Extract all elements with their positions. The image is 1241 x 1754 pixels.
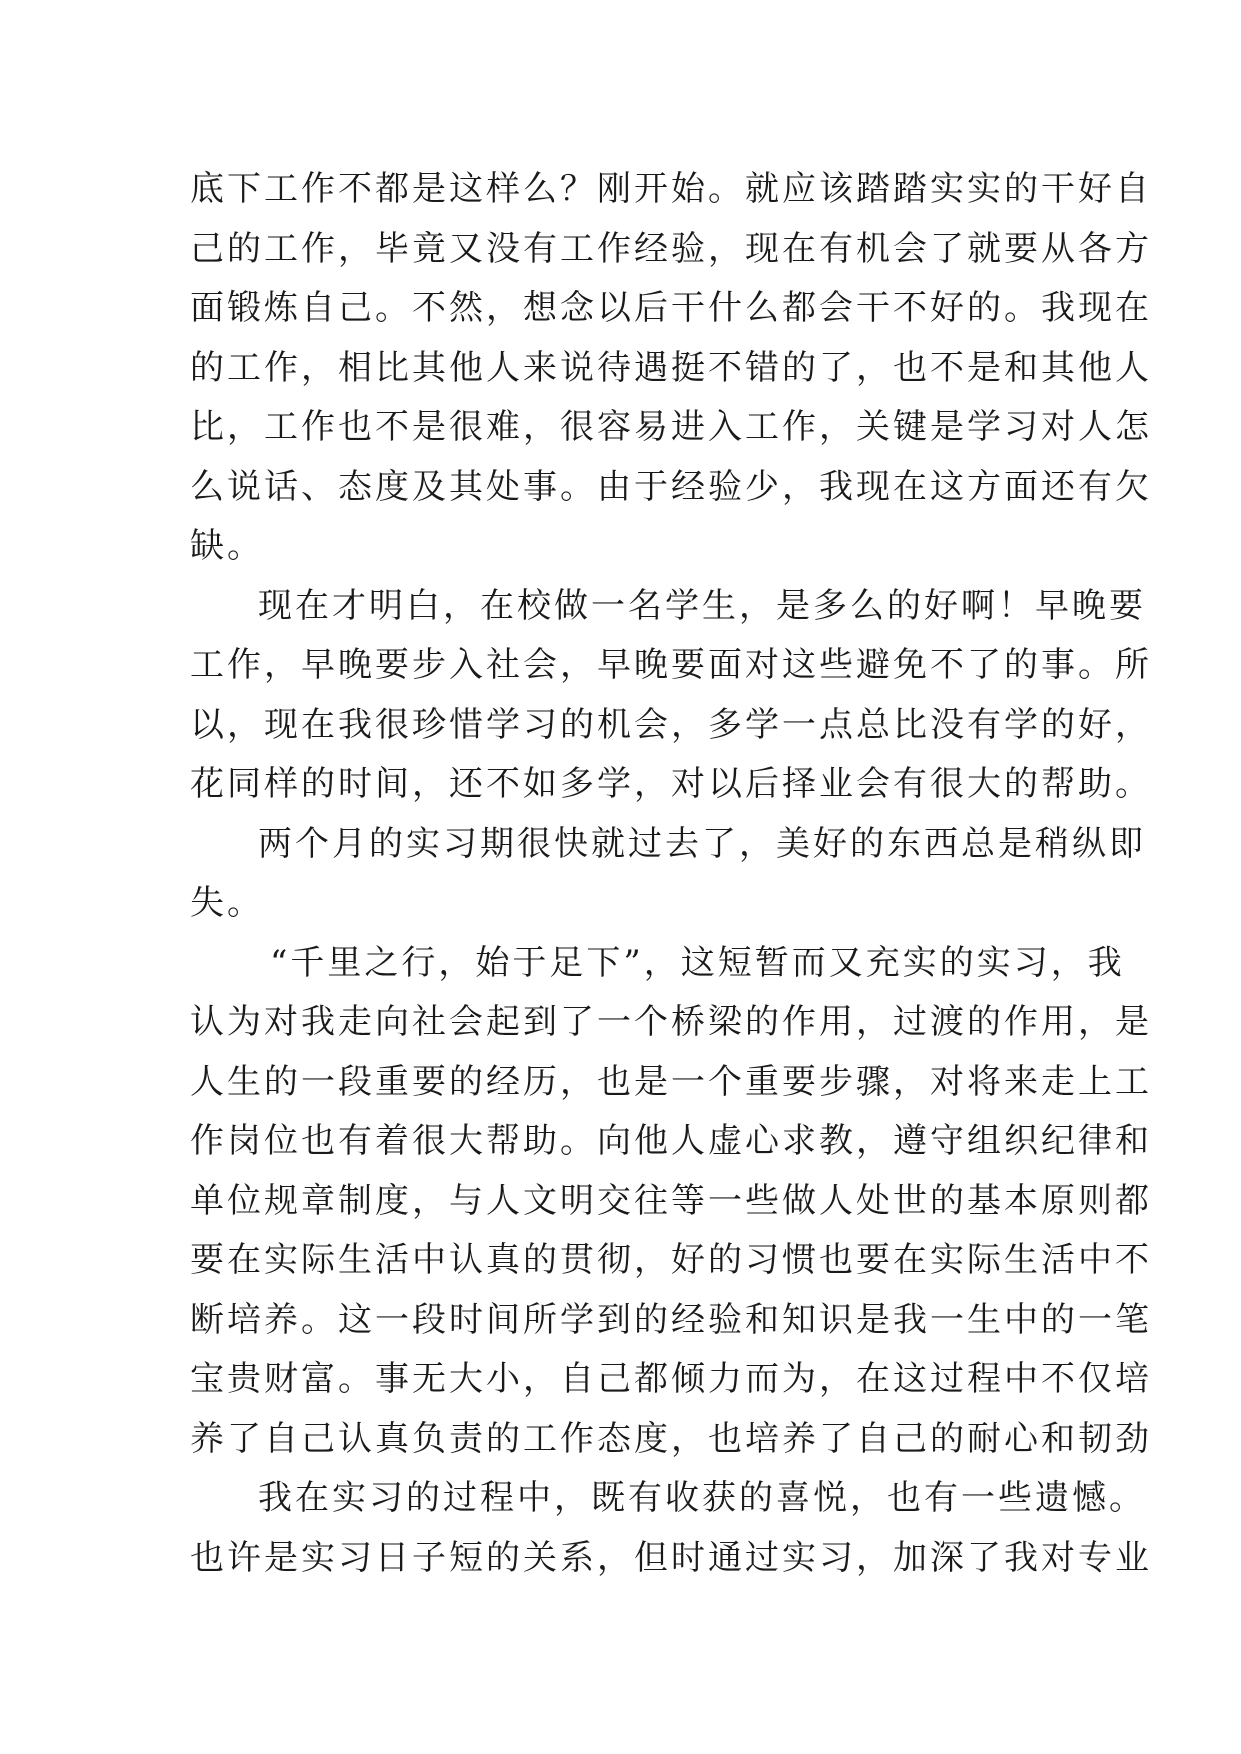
text-line: 要在实际生活中认真的贯彻，好的习惯也要在实际生活中不 (190, 1240, 1152, 1280)
text-line: 么说话、态度及其处事。由于经验少，我现在这方面还有欠 (190, 466, 1152, 507)
body-text (190, 160, 1152, 1588)
text-line: 以，现在我很珍惜学习的机会，多学一点总比没有学的好， (190, 704, 1152, 745)
text-line: 失。 (190, 883, 264, 923)
text-line: 底下工作不都是这样么？刚开始。就应该踏踏实实的干好自 (190, 169, 1152, 209)
text-line: 宝贵财富。事无大小，自己都倾力而为，在这过程中不仅培 (190, 1359, 1152, 1399)
text-line: 认为对我走向社会起到了一个桥梁的作用，过渡的作用，是 (190, 1002, 1152, 1042)
paragraph-first-line: 两个月的实习期很快就过去了，美好的东西总是稍纵即 (258, 823, 1146, 864)
text-line: 作岗位也有着很大帮助。向他人虚心求教，遵守组织纪律和 (190, 1121, 1152, 1161)
text-line: 工作，早晚要步入社会，早晚要面对这些避免不了的事。所 (190, 645, 1152, 685)
text-line: 花同样的时间，还不如多学，对以后择业会有很大的帮助。 (190, 764, 1152, 804)
text-line: 缺。 (190, 526, 264, 566)
paragraph-first-line: 现在才明白，在校做一名学生，是多么的好啊！早晚要 (258, 585, 1146, 626)
paragraph-first-line: 我在实习的过程中，既有收获的喜悦，也有一些遗憾。 (258, 1478, 1146, 1518)
text-line: 断培养。这一段时间所学到的经验和知识是我一生中的一笔 (190, 1299, 1152, 1340)
text-line: 人生的一段重要的经历，也是一个重要步骤，对将来走上工 (190, 1061, 1152, 1102)
paragraph-first-line: “千里之行，始于足下”，这短暂而又充实的实习，我 (270, 942, 1125, 983)
text-line: 己的工作，毕竟又没有工作经验，现在有机会了就要从各方 (190, 228, 1152, 269)
text-line: 养了自己认真负责的工作态度，也培养了自己的耐心和韧劲 (190, 1418, 1152, 1459)
text-line: 单位规章制度，与人文明交往等一些做人处世的基本原则都 (190, 1180, 1152, 1221)
text-line: 也许是实习日子短的关系，但时通过实习，加深了我对专业 (190, 1537, 1152, 1578)
text-line: 比，工作也不是很难，很容易进入工作，关键是学习对人怎 (190, 407, 1152, 447)
text-line: 面锻炼自己。不然，想念以后干什么都会干不好的。我现在 (190, 288, 1152, 328)
text-line: 的工作，相比其他人来说待遇挺不错的了，也不是和其他人 (190, 347, 1152, 388)
